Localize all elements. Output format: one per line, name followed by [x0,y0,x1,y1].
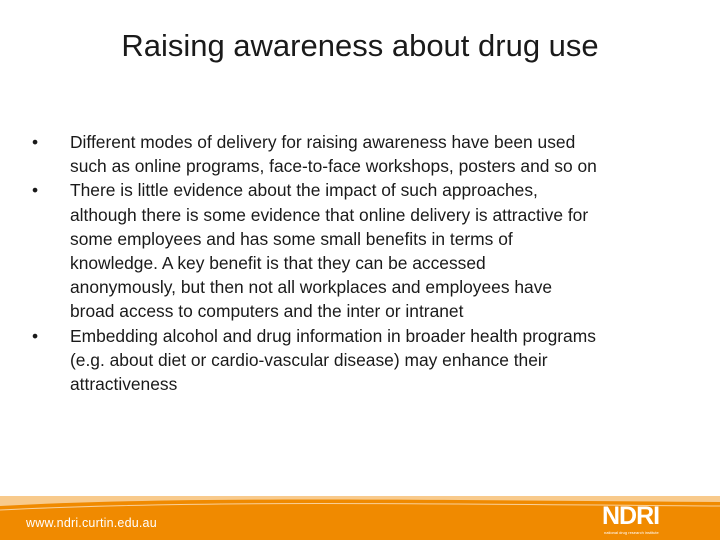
bullet-line: There is little evidence about the impact of such approaches, [70,180,538,201]
logo-tagline: national drug research institute [604,530,659,535]
bullet-dot-icon: • [31,325,39,346]
bullet-line: such as online programs, face-to-face workshops, posters and so on [70,156,597,177]
bullet-dot-icon: • [31,132,39,152]
bullet-line: knowledge. A key benefit is that they can be accessed [70,253,486,274]
bullet-line: broad access to computers and the inter or intranet [70,301,464,322]
bullet-line: Different modes of delivery for raising awareness have been used [70,132,576,152]
bullet-line: some employees and has some small benefits in terms of [70,228,513,249]
logo-wordmark: NDRI [602,502,660,530]
bullet-line: although there is some evidence that online delivery is attractive for [70,204,589,225]
slide-title: Raising awareness about drug use [121,28,599,63]
bullet-item [28,130,688,178]
ndri-logo [602,502,686,537]
bullet-list [28,130,688,396]
bullet-line: attractiveness [70,374,178,395]
bullet-item [28,178,688,323]
bullet-line: Embedding alcohol and drug information in broader health programs [70,325,596,346]
bullet-line: (e.g. about diet or cardio-vascular disease) may enhance their [70,349,548,370]
bullet-item [28,324,688,397]
footer-website-link[interactable]: www.ndri.curtin.edu.au [26,516,157,530]
bullet-dot-icon: • [31,180,39,201]
bullet-line: anonymously, but then not all workplaces and employees have [70,277,553,298]
